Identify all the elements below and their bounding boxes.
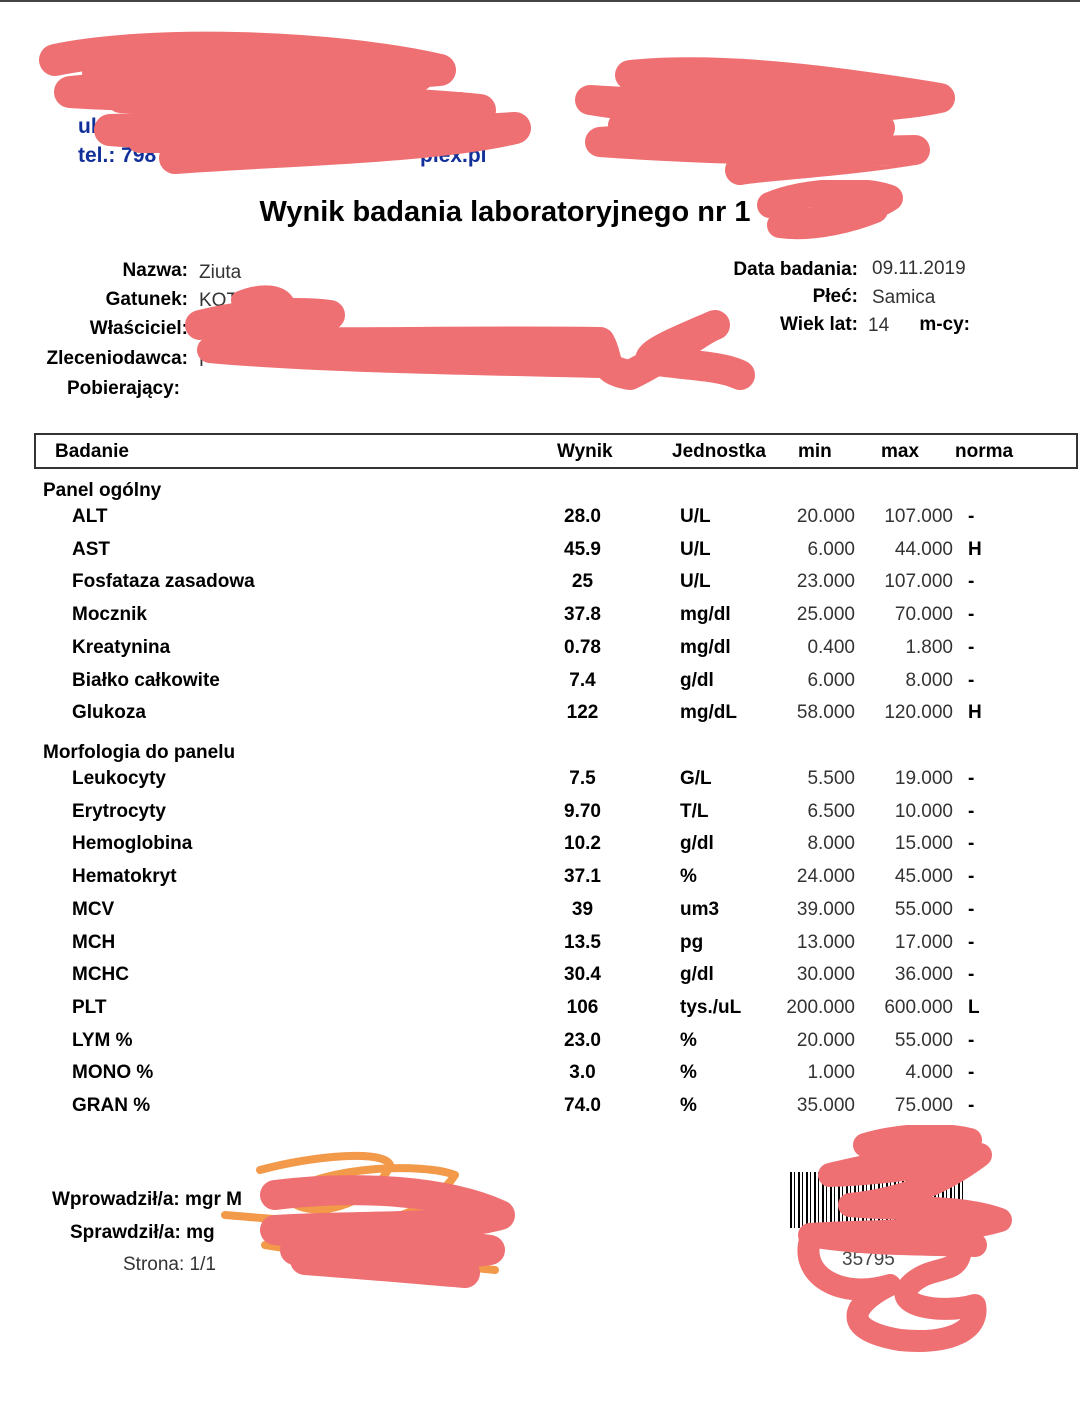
unit: g/dl: [680, 964, 714, 986]
norm-flag: -: [968, 1029, 975, 1051]
test-name: Leukocyty: [72, 768, 166, 789]
max-value: 44.000: [894, 538, 953, 560]
max-value: 120.000: [884, 702, 953, 724]
table-row: [0, 702, 1080, 734]
max-value: 107.000: [884, 571, 953, 593]
norm-flag: L: [968, 996, 980, 1018]
max-value: 55.000: [894, 898, 953, 920]
min-value: 8.000: [807, 833, 855, 855]
barcode-number: 35795: [842, 1249, 895, 1270]
norm-flag: -: [968, 800, 975, 822]
unit: mg/dl: [680, 636, 731, 658]
min-value: 58.000: [796, 702, 855, 724]
min-value: 35.000: [796, 1095, 855, 1116]
date-value: 09.11.2019: [872, 258, 966, 279]
max-value: 36.000: [894, 964, 953, 986]
lab-website-prefix: www.: [282, 144, 337, 167]
name-label: Nazwa:: [122, 260, 188, 281]
unit: pg: [680, 931, 704, 953]
result-value: 122: [566, 702, 599, 724]
norm-flag: -: [968, 964, 975, 986]
min-value: 5.500: [807, 768, 855, 789]
table-row: [0, 571, 1080, 603]
norm-flag: H: [968, 702, 982, 724]
test-name: Erytrocyty: [72, 800, 166, 822]
barcode: [790, 1172, 966, 1228]
max-value: 75.000: [894, 1095, 953, 1116]
norm-flag: -: [968, 571, 975, 593]
header-norm: norma: [955, 441, 1014, 462]
max-value: 19.000: [894, 768, 953, 789]
result-value: 25: [571, 571, 594, 593]
test-name: Mocznik: [72, 604, 147, 626]
min-value: 23.000: [796, 571, 855, 593]
table-row: [0, 670, 1080, 702]
unit: U/L: [680, 506, 711, 527]
test-name: Kreatynina: [72, 636, 171, 658]
min-value: 200.000: [786, 996, 855, 1018]
header-unit: Jednostka: [672, 441, 766, 462]
result-value: 3.0: [569, 1062, 596, 1084]
min-value: 30.000: [796, 964, 855, 986]
test-name: Hemoglobina: [72, 833, 193, 855]
min-value: 20.000: [796, 1029, 855, 1051]
unit: um3: [680, 898, 720, 920]
result-value: 0.78: [564, 636, 601, 658]
page-number: Strona: 1/1: [123, 1254, 216, 1275]
section-title-general: Panel ogólny: [43, 480, 162, 501]
max-value: 1.800: [905, 636, 953, 658]
table-row: [0, 604, 1080, 636]
max-value: 15.000: [894, 833, 953, 855]
norm-flag: -: [968, 636, 975, 658]
sex-label: Płeć:: [812, 286, 858, 307]
redaction-signatures: [205, 1145, 525, 1290]
min-value: 25.000: [796, 604, 855, 626]
max-value: 55.000: [894, 1029, 953, 1051]
header-min: min: [798, 441, 832, 462]
test-name: PLT: [72, 996, 107, 1018]
table-row: [0, 833, 1080, 865]
unit: U/L: [680, 538, 711, 560]
species-label: Gatunek:: [105, 289, 188, 310]
test-name: ALT: [72, 506, 108, 527]
result-value: 7.5: [569, 768, 596, 789]
result-value: 106: [566, 996, 599, 1018]
result-value: 7.4: [569, 669, 596, 691]
name-value: Ziuta: [199, 262, 242, 283]
min-value: 6.000: [807, 669, 855, 691]
test-name: Glukoza: [72, 702, 146, 724]
unit: mg/dl: [680, 604, 731, 626]
result-value: 10.2: [564, 833, 601, 855]
unit: %: [680, 1029, 697, 1051]
max-value: 600.000: [884, 996, 953, 1018]
test-name: Białko całkowite: [72, 669, 220, 691]
max-value: 107.000: [884, 506, 953, 527]
norm-flag: -: [968, 931, 975, 953]
table-row: [0, 964, 1080, 996]
max-value: 45.000: [894, 866, 953, 888]
min-value: 20.000: [796, 506, 855, 527]
norm-flag: -: [968, 1095, 975, 1116]
norm-flag: -: [968, 604, 975, 626]
section-title-morphology: Morfologia do panelu: [43, 742, 236, 763]
max-value: 17.000: [894, 931, 953, 953]
norm-flag: -: [968, 1062, 975, 1084]
orderer-value: F: [199, 350, 211, 371]
redaction-patient: [180, 280, 760, 390]
test-name: MCV: [72, 898, 115, 920]
unit: %: [680, 1062, 697, 1084]
test-name: AST: [72, 538, 110, 560]
table-row: [0, 768, 1080, 800]
min-value: 13.000: [796, 931, 855, 953]
table-row: [0, 866, 1080, 898]
min-value: 0.400: [807, 636, 855, 658]
norm-flag: -: [968, 866, 975, 888]
table-row: [0, 932, 1080, 964]
norm-flag: -: [968, 833, 975, 855]
unit: G/L: [680, 768, 712, 789]
unit: %: [680, 1095, 697, 1116]
date-label: Data badania:: [733, 259, 858, 280]
lab-phone: tel.: 798: [78, 144, 157, 167]
entered-by: Wprowadził/a: mgr M: [52, 1189, 242, 1210]
min-value: 39.000: [796, 898, 855, 920]
table-row: [0, 637, 1080, 669]
orderer-label: Zleceniodawca:: [46, 348, 188, 369]
max-value: 10.000: [894, 800, 953, 822]
max-value: 70.000: [894, 604, 953, 626]
top-border: [0, 0, 1080, 2]
header-result: Wynik: [557, 441, 613, 462]
result-value: 37.8: [564, 604, 601, 626]
age-label: Wiek lat:: [780, 314, 858, 335]
max-value: 8.000: [905, 669, 953, 691]
test-name: Fosfataza zasadowa: [72, 571, 255, 593]
result-value: 30.4: [564, 964, 601, 986]
norm-flag: -: [968, 898, 975, 920]
table-header: [34, 433, 1078, 469]
table-row: [0, 997, 1080, 1029]
test-name: LYM %: [72, 1029, 133, 1051]
table-row: [0, 1030, 1080, 1062]
test-name: MONO %: [72, 1062, 154, 1084]
min-value: 1.000: [807, 1062, 855, 1084]
checked-by: Sprawdził/a: mg: [70, 1222, 215, 1243]
norm-flag: H: [968, 538, 982, 560]
unit: g/dl: [680, 833, 714, 855]
unit: mg/dL: [680, 702, 737, 724]
page-title: Wynik badania laboratoryjnego nr 1: [259, 196, 751, 228]
result-value: 45.9: [564, 538, 601, 560]
test-name: GRAN %: [72, 1095, 151, 1116]
unit: U/L: [680, 571, 711, 593]
test-name: MCH: [72, 931, 116, 953]
lab-address: ul.: [78, 115, 103, 138]
redaction-header-right: [560, 40, 960, 190]
table-row: [0, 539, 1080, 571]
sex-value: Samica: [872, 287, 936, 308]
min-value: 24.000: [796, 866, 855, 888]
result-value: 39: [571, 898, 594, 920]
unit: T/L: [680, 800, 709, 822]
result-value: 9.70: [564, 800, 601, 822]
result-value: 28.0: [564, 506, 601, 527]
table-row: [0, 899, 1080, 931]
result-value: 13.5: [564, 931, 601, 953]
age-value: 14: [868, 315, 890, 336]
min-value: 6.500: [807, 800, 855, 822]
lab-website-suffix: plex.pl: [420, 144, 487, 167]
lab-address-fragment: 93: [376, 115, 400, 138]
months-label: m-cy:: [919, 314, 970, 335]
table-row: [0, 1095, 1080, 1127]
result-value: 23.0: [564, 1029, 601, 1051]
header-max: max: [881, 441, 920, 462]
max-value: 4.000: [905, 1062, 953, 1084]
result-value: 37.1: [564, 866, 601, 888]
test-name: Hematokryt: [72, 866, 177, 888]
table-row: [0, 506, 1080, 538]
header-test: Badanie: [55, 441, 129, 462]
species-value: KOT: [199, 290, 239, 311]
norm-flag: -: [968, 669, 975, 691]
redaction-barcode: [780, 1125, 1020, 1365]
norm-flag: -: [968, 768, 975, 789]
unit: %: [680, 866, 697, 888]
unit: g/dl: [680, 669, 714, 691]
norm-flag: -: [968, 506, 975, 527]
min-value: 6.000: [807, 538, 855, 560]
result-value: 74.0: [564, 1095, 601, 1116]
unit: tys./uL: [680, 996, 742, 1018]
table-row: [0, 801, 1080, 833]
collector-label: Pobierający:: [67, 378, 180, 399]
test-name: MCHC: [72, 964, 129, 986]
table-row: [0, 1062, 1080, 1094]
owner-label: Właściciel:: [89, 318, 188, 339]
